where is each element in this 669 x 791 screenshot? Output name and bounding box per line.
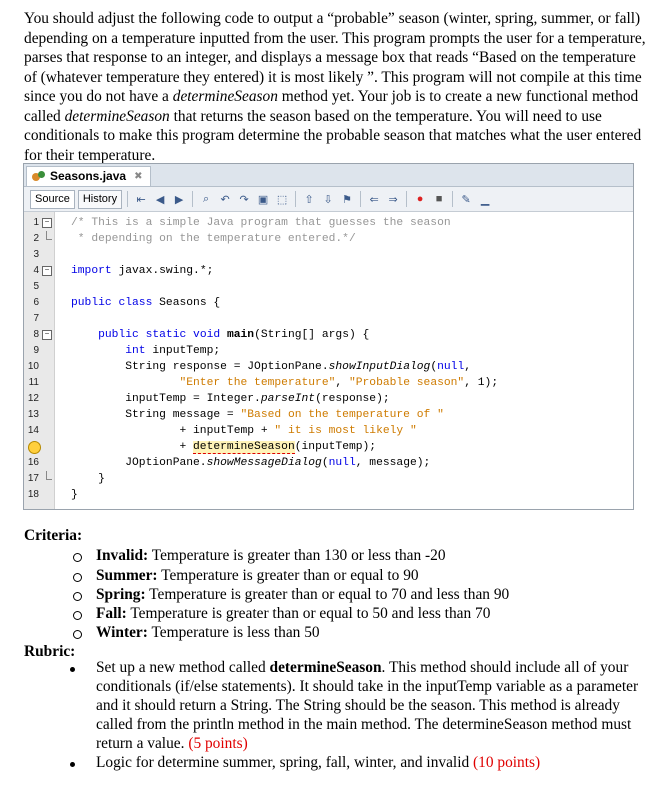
java-file-icon bbox=[31, 170, 46, 183]
source-tab[interactable]: Source bbox=[30, 190, 75, 209]
code-line: 13 String message = "Based on the temperature of " bbox=[27, 409, 444, 421]
code-line: 4 − import javax.swing.*; bbox=[33, 265, 214, 277]
code-area[interactable] bbox=[24, 212, 633, 509]
fold-icon[interactable]: − bbox=[42, 330, 52, 340]
toggle-bookmark-icon[interactable]: ⚑ bbox=[342, 193, 353, 206]
code-line: 5 bbox=[33, 281, 39, 292]
close-icon[interactable]: ✖ bbox=[134, 171, 143, 182]
comment-icon[interactable]: ✎ bbox=[461, 193, 471, 206]
criteria-item: Spring: Temperature is greater than or equal to 70 and less than 90 bbox=[96, 586, 510, 603]
rubric-item: Set up a new method called determineSeason. This method should include all of your conditionals (if/else statements). It should take in the inputTemp variable as a parameter and it should return a String. The String should be the season. This method is already called from the println method in the main method. The determineSeason method must return a value. (5 points) bbox=[96, 659, 639, 752]
forward-icon[interactable]: ▶ bbox=[174, 193, 184, 206]
last-edit-icon[interactable]: ⇤ bbox=[136, 193, 146, 206]
file-tab-seasons-java[interactable]: Seasons.java ✖ bbox=[26, 166, 151, 186]
next-bookmark-icon[interactable]: ⇩ bbox=[323, 193, 333, 206]
fold-icon[interactable]: − bbox=[42, 266, 52, 276]
points-label: (10 points) bbox=[473, 754, 541, 771]
criteria-item: Summer: Temperature is greater than or equal to 90 bbox=[96, 567, 419, 584]
points-label: (5 points) bbox=[188, 735, 248, 752]
rubric-heading: Rubric: bbox=[24, 643, 76, 660]
rubric-item: Logic for determine summer, spring, fall, winter, and invalid (10 points) bbox=[96, 754, 541, 771]
criteria-item: Fall: Temperature is greater than or equal to 50 and less than 70 bbox=[96, 605, 491, 622]
code-line: 10 String response = JOptionPane.showInputDialog(null, bbox=[27, 361, 472, 373]
code-line: 18 } bbox=[27, 489, 78, 501]
back-icon[interactable]: ◀ bbox=[155, 193, 165, 206]
code-line: 8 − public static void main(String[] args) { bbox=[33, 329, 370, 341]
shift-left-icon[interactable]: ⇐ bbox=[369, 193, 379, 206]
error-hint-icon[interactable] bbox=[28, 441, 41, 454]
start-macro-icon[interactable]: ● bbox=[416, 193, 424, 205]
history-tab[interactable]: History bbox=[78, 190, 122, 209]
code-line: 11 "Enter the temperature", "Probable season", 1); bbox=[28, 377, 499, 389]
instructions-paragraph: You should adjust the following code to output a “probable” season (winter, spring, summer, or fall) depending on a temperature inputted from the user. This program prompts the user for a temperature, parses that response to an integer, and displays a message box that reads “Based on the temperature of (whatever temperature they entered) it is most likely ”. This program will not compile at this time since you do not have a determineSeason method yet. Your job is to create a new functional method called determineSeason that returns the season based on the temperature. You will need to use conditionals to make this program determine the probable season that matches what the user entered for their temperature. bbox=[24, 10, 646, 164]
shift-right-icon[interactable]: ⇒ bbox=[388, 193, 398, 206]
uncomment-icon[interactable]: ▁ bbox=[480, 193, 490, 206]
criteria-item: Invalid: Temperature is greater than 130 or less than -20 bbox=[96, 547, 446, 564]
find-previous-icon[interactable]: ↶ bbox=[220, 193, 230, 206]
find-next-icon[interactable]: ↷ bbox=[239, 193, 249, 206]
previous-bookmark-icon[interactable]: ⇧ bbox=[304, 193, 314, 206]
toggle-highlight-icon[interactable]: ▣ bbox=[257, 193, 269, 206]
code-line: + determineSeason(inputTemp); bbox=[24, 439, 633, 455]
rectangular-selection-icon[interactable]: ⬚ bbox=[276, 193, 288, 206]
ide-editor-screenshot bbox=[23, 163, 634, 510]
code-line: 14 + inputTemp + " it is most likely " bbox=[27, 425, 417, 437]
code-line: 17 } bbox=[27, 473, 105, 485]
code-line: 3 bbox=[33, 249, 39, 260]
code-line: 2 * depending on the temperature entered.*/ bbox=[33, 233, 356, 245]
fold-icon[interactable]: − bbox=[42, 218, 52, 228]
method-name-emphasis: determineSeason bbox=[172, 88, 278, 105]
code-line: 1 − /* This is a simple Java program that guesses the season bbox=[33, 217, 451, 229]
search-icon[interactable]: ⌕ bbox=[203, 192, 210, 205]
criteria-heading: Criteria: bbox=[24, 527, 83, 544]
code-line: 6 public class Seasons { bbox=[33, 297, 221, 309]
method-name-emphasis: determineSeason bbox=[64, 107, 170, 125]
code-line: 16 JOptionPane.showMessageDialog(null, message); bbox=[27, 457, 431, 469]
criteria-item: Winter: Temperature is less than 50 bbox=[96, 624, 320, 641]
editor-tab-bar bbox=[24, 164, 633, 187]
code-line: 12 inputTemp = Integer.parseInt(response); bbox=[27, 393, 390, 405]
code-line: 7 bbox=[33, 313, 39, 324]
editor-toolbar bbox=[24, 187, 633, 212]
stop-macro-icon[interactable]: ■ bbox=[435, 193, 443, 205]
code-line: 9 int inputTemp; bbox=[33, 345, 221, 357]
